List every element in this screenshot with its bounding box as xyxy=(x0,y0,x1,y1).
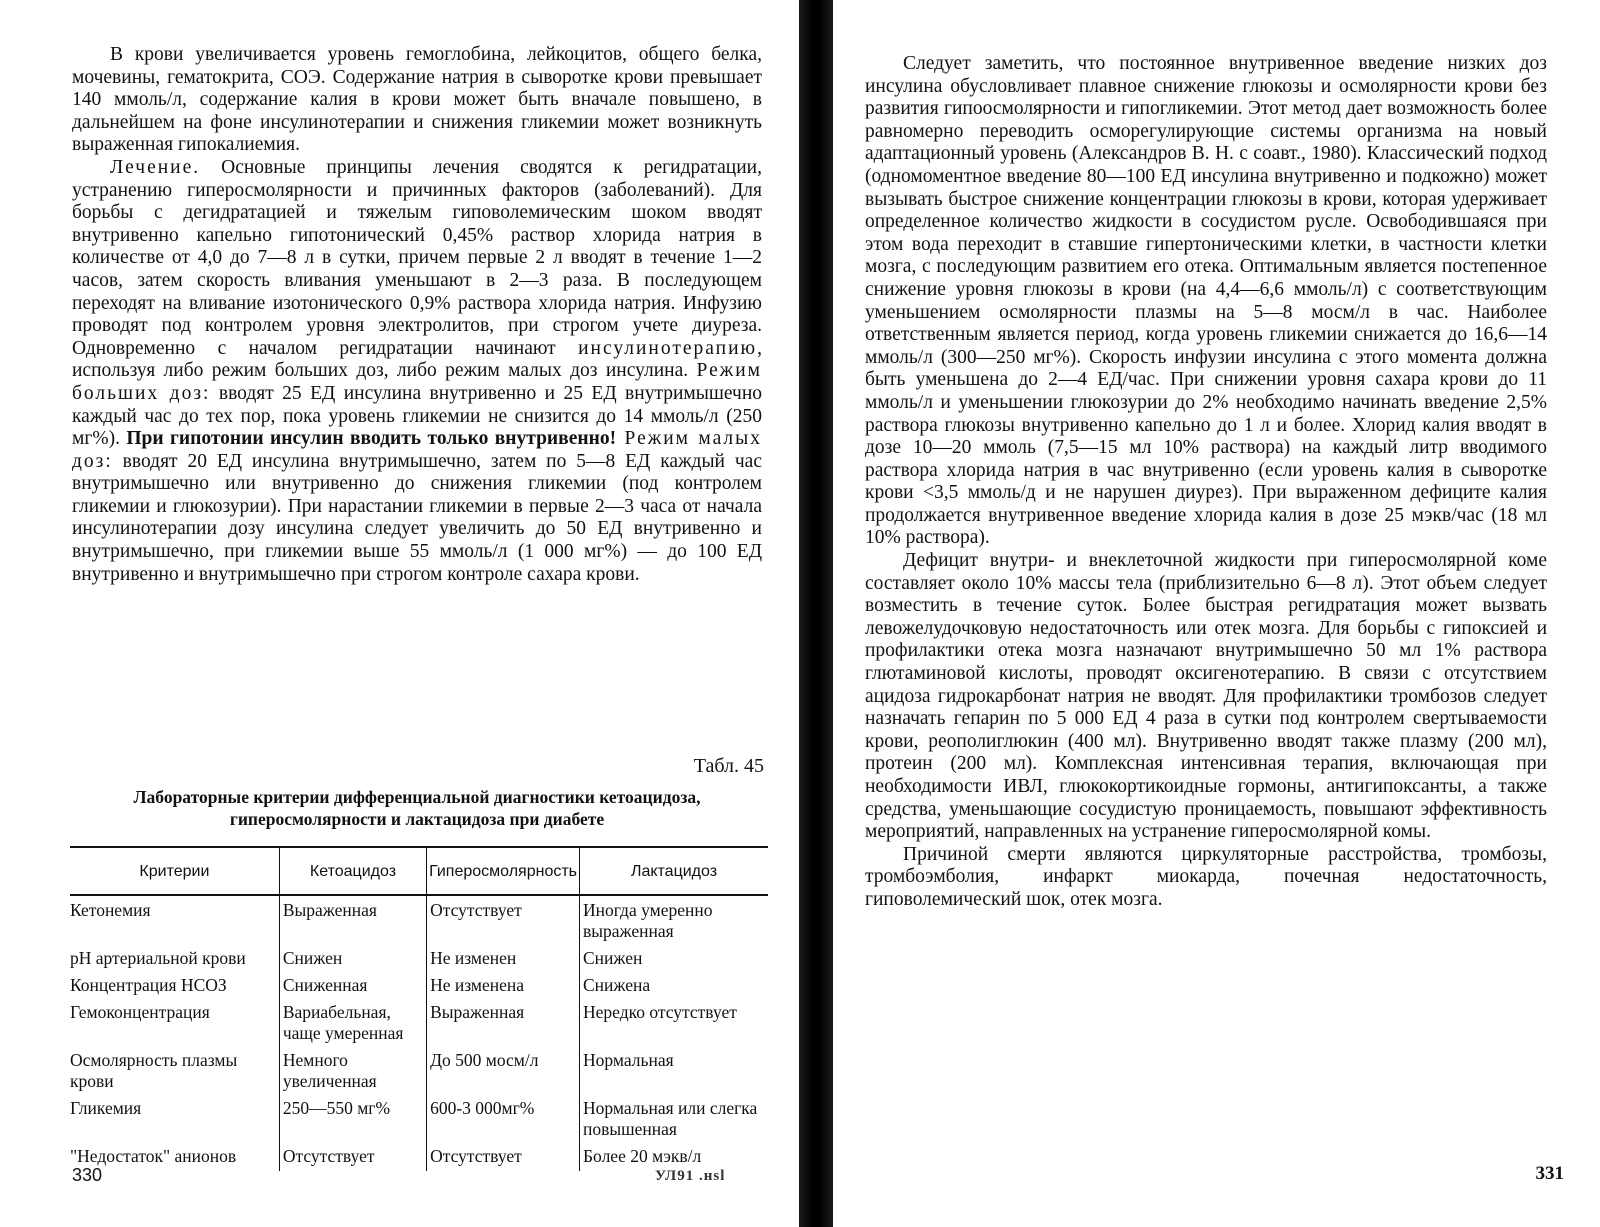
treatment-paragraph xyxy=(72,157,762,586)
table-cell: Более 20 мэкв/л xyxy=(580,1142,769,1171)
table-cell: Нормальная xyxy=(580,1046,769,1094)
left-page-text xyxy=(72,44,762,586)
text-run: , используя либо режим больших доз, либо режим малых доз инсулина. xyxy=(72,337,762,382)
right-page xyxy=(800,0,1600,1227)
table-cell: Выраженная xyxy=(279,895,426,944)
paragraph: Причиной смерти являются циркуляторные расстройства, тромбозы, тромбоэмболия, инфаркт миокарда, почечная недостаточность, гиповолемический шок, отек мозга. xyxy=(865,843,1547,910)
table-cell: Нормальная или слегка повышенная xyxy=(580,1094,769,1142)
header-hyperosmolarity: Гиперосмолярность xyxy=(427,847,580,895)
table-row xyxy=(70,1094,768,1142)
table-row xyxy=(70,971,768,998)
table-cell: 600-3 000мг% xyxy=(427,1094,580,1142)
high-dose-mode-term: Режим больших доз: xyxy=(72,360,762,404)
table-cell: Снижен xyxy=(279,944,426,971)
low-dose-mode-term: Режим малых доз: xyxy=(72,428,763,472)
paragraph: Дефицит внутри- и внеклеточной жидкости при гиперосмолярной коме составляет около 10% массы тела (приблизительно 6—8 л). Этот объем следует возместить в течение суток. Более быстрая регидратация может вызвать левожелудочковую недостаточность или отек мозга. Для борьбы с гипоксией и профилактики отека мозга назначают внутримышечно 50 мл 1% раствора глютаминовой кислоты, проводят оксигенотерапию. В связи с отсутствием ацидоза гидрокарбонат натрия не вводят. Для профилактики тромбозов следует назначать гепарин по 5 000 ЕД 4 раза в сутки под контролем свертываемости крови, реополиглюкин (400 мл). Внутривенно вводят также плазму (200 мл), протеин (200 мл). Комплексная интенсивная терапия, включающая при необходимости ИВЛ, глюкокортикоидные гормоны, антигипоксанты, а также средства, уменьшающие сосудистую проницаемость, повышают эффективность мероприятий, направленных на устранение гиперосмолярной комы. xyxy=(865,550,1547,843)
hypotension-warning: При гипотонии инсулин вводить только внутривенно! xyxy=(126,428,617,450)
text-run: Основные принципы лечения сводятся к регидратации, устранению гиперосмолярности и причинных факторов (заболеваний). Для борьбы с дегидратацией и тяжелым гиповолемическим шоком вводят внутривенно капельно гипотонический 0,45% раствор хлорида натрия в количестве от 4,0 до 7—8 л в сутки, причем первые 2 л вводят в течение 1—2 часов, затем скорость вливания уменьшают в 2—3 раза. В последующем переходят на вливание изотонического 0,9% раствора хлорида натрия. Инфузию проводят под контролем уровня электролитов, при строгом учете диуреза. Одновременно с началом регидратации начинают xyxy=(72,156,762,359)
paragraph: В крови увеличивается уровень гемоглобина, лейкоцитов, общего белка, мочевины, гематокрита, СОЭ. Содержание натрия в сыворотке крови превышает 140 ммоль/л, содержание калия в крови может быть вначале повышено, в дальнейшем на фоне инсулинотерапии и снижения гликемии может возникнуть выраженная гипокалиемия. xyxy=(72,44,762,156)
table-cell: Немного увеличенная xyxy=(279,1046,426,1094)
scan-stamp: УЛ91 .нsl xyxy=(655,1168,726,1184)
table-row xyxy=(70,998,768,1046)
table-row xyxy=(70,1142,768,1171)
table-cell: Гликемия xyxy=(70,1098,142,1118)
table-caption: Лабораторные критерии дифференциальной диагностики кетоацидоза, гиперосмолярности и лактацидоза при диабете xyxy=(133,787,701,829)
header-ketoacidosis: Кетоацидоз xyxy=(279,847,426,895)
table-cell: Вариабельная, чаще умеренная xyxy=(279,998,426,1046)
table-cell: Иногда умеренно выраженная xyxy=(580,895,769,944)
paragraph: Следует заметить, что постоянное внутривенное введение низких доз инсулина обусловливает плавное снижение глюкозы и осмолярности крови без развития гипоосмолярности и гипогликемии. Этот метод дает возможность более равномерно переводить осморегулирующие системы организма на новый адаптационный уровень (Александров В. Н. с соавт., 1980). Классический подход (одномоментное введение 80—100 ЕД инсулина внутривенно и подкожно) может вызывать быстрое снижение концентрации глюкозы в крови, которая удерживает определенное количество жидкости в сосудистом русле. Освободившаяся при этом вода переходит в ставшие гипертоническими клетки, в частности клетки мозга, с последующим развитием его отека. Оптимальным является постепенное снижение уровня глюкозы в крови (на 4,4—6,6 ммоль/л) с соответствующим уменьшением осмолярности плазмы на 5—8 мосм/л в час. Наиболее ответственным является период, когда уровень гликемии снижается до 16,6—14 ммоль/л (300—250 мг%). Скорость инфузии инсулина с этого момента должна быть уменьшена до 2—4 ЕД/час. При снижении уровня сахара крови до 11 ммоль/л и уменьшении глюкозурии до 2% необходимо начинать введение 2,5% раствора глюкозы внутривенно капельно до 1 л и более. Хлорид калия вводят в дозе 10—20 ммоль (7,5—15 мл 10% раствора) на каждый литр вводимого раствора хлорида натрия в час внутривенно (если уровень калия в сыворотке крови <3,5 ммоль/д и не нарушен диурез). При выраженном дефиците калия продолжается внутривенное введение хлорида калия в дозе 25 мэкв/час (18 мл 10% раствора). xyxy=(865,53,1547,549)
table-cell: рН артериальной крови xyxy=(70,948,246,968)
table-header-row xyxy=(70,847,768,895)
header-criteria: Критерии xyxy=(70,847,279,895)
page-number-left: 330 xyxy=(72,1165,103,1185)
text-run: вводят 25 ЕД инсулина внутривенно и 25 ЕД внутримышечно каждый час до тех пор, пока уровень гликемии не снизится до 14 ммоль/л (250 мг%). xyxy=(72,382,763,450)
table-cell: 250—550 мг% xyxy=(279,1094,426,1142)
table-cell: Не изменена xyxy=(427,971,580,998)
criteria-table xyxy=(70,846,768,1171)
table-cell: Концентрация НСОЗ xyxy=(70,975,227,995)
table-row xyxy=(70,944,768,971)
table-cell: Не изменен xyxy=(427,944,580,971)
table-cell: До 500 мосм/л xyxy=(427,1046,580,1094)
table-cell: Отсутствует xyxy=(427,895,580,944)
table-cell: Выраженная xyxy=(427,998,580,1046)
table-number: Табл. 45 xyxy=(693,755,764,777)
table-cell: Сниженная xyxy=(279,971,426,998)
table-cell: Нередко отсутствует xyxy=(580,998,769,1046)
table-row xyxy=(70,895,768,944)
right-page-text xyxy=(865,53,1547,912)
text-run: вводят 20 ЕД инсулина внутримышечно, затем по 5—8 ЕД каждый час внутримышечно или внутривенно до снижения гликемии (под контролем гликемии и глюкозурии). При нарастании гликемии в первые 2—3 часа от начала инсулинотерапии дозу инсулина следует увеличить до 50 ЕД внутривенно и внутримышечно, при гликемии выше 55 ммоль/л (1 000 мг%) — до 100 ЕД внутривенно и внутримышечно при строгом контроле сахара крови. xyxy=(72,450,762,585)
table-row xyxy=(70,1046,768,1094)
table-cell: Снижен xyxy=(580,944,769,971)
header-lactacidosis: Лактацидоз xyxy=(580,847,769,895)
table-cell: "Недостаток" анионов xyxy=(70,1146,237,1166)
table-cell: Осмолярность плазмы крови xyxy=(70,1050,238,1091)
page-number-right: 331 xyxy=(1535,1163,1564,1184)
table-cell: Снижена xyxy=(580,971,769,998)
table-cell: Отсутствует xyxy=(427,1142,580,1171)
insulin-therapy-term: инсулинотерапию xyxy=(578,337,758,359)
table-cell: Отсутствует xyxy=(279,1142,426,1171)
table-cell: Гемоконцентрация xyxy=(70,1002,210,1022)
table-cell: Кетонемия xyxy=(70,900,151,920)
treatment-heading: Лечение. xyxy=(110,156,201,178)
